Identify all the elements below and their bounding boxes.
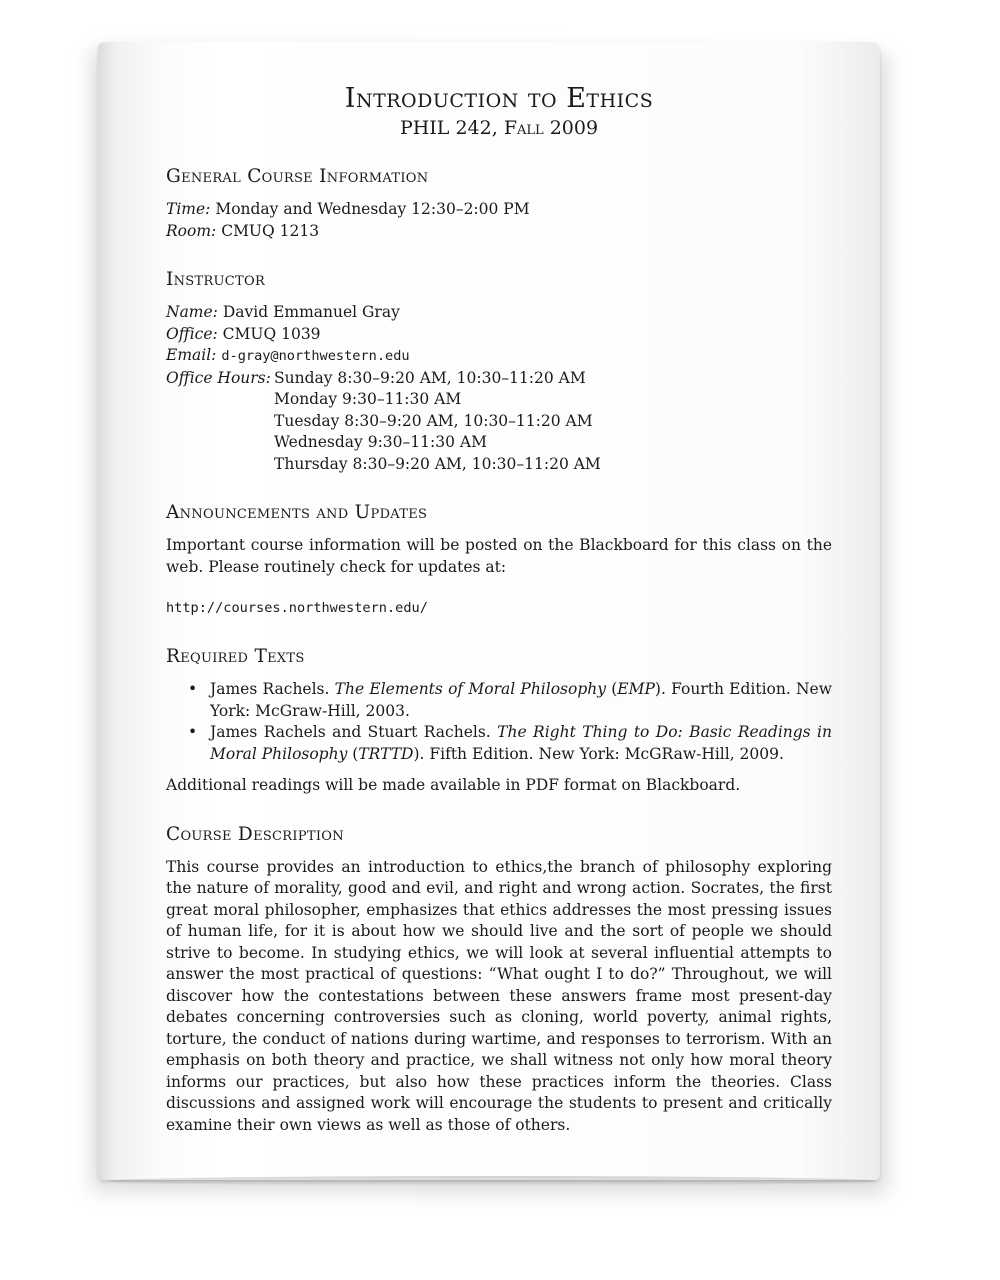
course-description-section — [166, 823, 832, 1137]
book-title: The Elements of Moral Philosophy — [334, 680, 606, 698]
time-row — [166, 199, 832, 221]
syllabus-content — [166, 82, 832, 1136]
office-hours-item: Tuesday 8:30–9:20 AM, 10:30–11:20 AM — [274, 411, 593, 430]
announcements-heading: Announcements and Updates — [166, 502, 428, 523]
blackboard-url-link[interactable]: http://courses.northwestern.edu/ — [166, 600, 428, 616]
office-hours-item: Thursday 8:30–9:20 AM, 10:30–11:20 AM — [274, 454, 601, 473]
instructor-heading: Instructor — [166, 269, 266, 290]
page-title: Introduction to Ethics — [344, 83, 654, 114]
office-value: CMUQ 1039 — [222, 324, 321, 343]
announcements-text: Important course information will be posted on the Blackboard for this class on the web. Please routinely check for updates at: — [166, 536, 832, 576]
book-abbr-open: ( — [606, 680, 618, 698]
office-label: Office: — [166, 324, 218, 343]
name-row — [166, 302, 832, 324]
instructor-section — [166, 268, 832, 475]
course-description-text: This course provides an introduction to ethics,the branch of philosophy exploring the nature of morality, good and evil, and right and wrong action. Socrates, the first great moral philosopher, emphasizes that ethics addresses the most pressing issues of human life, for it is about how we should live and the sort of people we should strive to become. In studying ethics, we will look at several influential attempts to answer the most practical of questions: “What ought I to do?” Throughout, we will discover how the contestations between these answers frame most present-day debates concerning controversies such as cloning, world poverty, animal rights, torture, the conduct of nations during wartime, and responses to terrorism. With an emphasis on both theory and practice, we shall witness not only how moral theory informs our practices, but also how these practices inform the theories. Class discussions and assigned work will encourage the students to present and critically examine their own views as well as those of others. — [166, 857, 832, 1134]
time-label: Time: — [166, 200, 211, 218]
room-value: CMUQ 1213 — [221, 221, 320, 240]
name-label: Name: — [166, 303, 218, 321]
email-row — [166, 345, 832, 368]
required-texts-section — [166, 645, 832, 797]
book-details: Fourth Edition. New York: McGraw-Hill, 2003. — [210, 680, 832, 720]
email-link[interactable]: d-gray@northwestern.edu — [221, 348, 410, 364]
office-row — [166, 324, 832, 346]
time-value: Monday and Wednesday 12:30–2:00 PM — [215, 200, 530, 218]
name-value: David Emmanuel Gray — [222, 303, 400, 321]
required-texts-heading: Required Texts — [166, 646, 305, 667]
office-hours-item: Wednesday 9:30–11:30 AM — [274, 433, 487, 451]
office-hours-item: Sunday 8:30–9:20 AM, 10:30–11:20 AM — [274, 368, 586, 387]
general-info-section — [166, 165, 832, 242]
bullet-icon: • — [188, 723, 198, 741]
book-abbr-close: ). — [413, 744, 425, 763]
book-author: James Rachels. — [210, 680, 330, 698]
book-author: James Rachels and Stuart Rachels. — [210, 723, 491, 741]
list-item — [188, 722, 832, 765]
office-hours-label: Office Hours: — [166, 368, 271, 387]
room-row — [166, 221, 832, 243]
book-abbr-close: ). — [654, 680, 666, 698]
course-code: PHIL 242, Fall 2009 — [399, 117, 599, 139]
required-texts-list — [166, 679, 832, 765]
general-info-heading: General Course Information — [166, 166, 429, 187]
office-hours-item: Monday 9:30–11:30 AM — [274, 390, 462, 408]
book-abbr: EMP — [617, 680, 655, 698]
room-label: Room: — [166, 221, 217, 240]
book-details: Fifth Edition. New York: McGRaw-Hill, 2009. — [424, 744, 784, 763]
email-label: Email: — [166, 346, 217, 364]
office-hours-row — [166, 368, 832, 476]
announcements-section — [166, 501, 832, 619]
book-title: The Right Thing to Do: Basic Readings in Moral Philosophy — [210, 723, 832, 763]
list-item — [188, 679, 832, 722]
course-description-heading: Course Description — [166, 823, 344, 845]
bullet-icon: • — [188, 680, 198, 698]
book-abbr-open: ( — [347, 744, 359, 763]
book-abbr: TRTTD — [358, 744, 414, 763]
additional-readings-text: Additional readings will be made available in PDF format on Blackboard. — [166, 776, 741, 794]
office-hours-list — [274, 368, 832, 476]
